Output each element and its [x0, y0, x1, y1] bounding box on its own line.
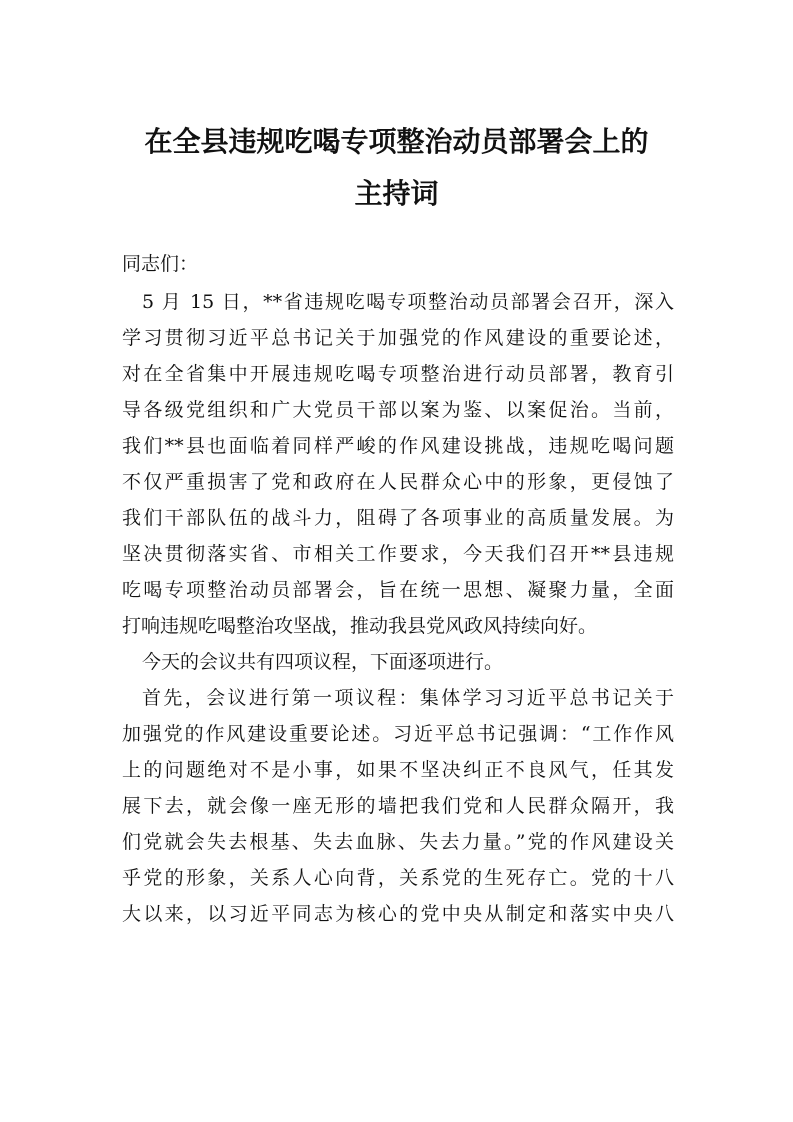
paragraph-3-line-6: 乎党的形象，关系人心向背，关系党的生死存亡。党的十八 — [122, 867, 674, 889]
paragraph-3-line-1: 首先，会议进行第一项议程：集体学习习近平总书记关于 — [142, 687, 674, 709]
paragraph-3-line-5: 们党就会失去根基、失去血脉、失去力量。”党的作风建设关 — [122, 831, 674, 853]
paragraph-3-line-2: 加强党的作风建设重要论述。习近平总书记强调：“工作作风 — [122, 723, 674, 745]
paragraph-2-line-1: 今天的会议共有四项议程，下面逐项进行。 — [142, 651, 504, 673]
paragraph-1-line-1: 5 月 15 日，**省违规吃喝专项整治动员部署会召开，深入 — [142, 291, 674, 313]
paragraph-3-line-7: 大以来，以习近平同志为核心的党中央从制定和落实中央八 — [122, 903, 674, 925]
paragraph-1-line-8: 坚决贯彻落实省、市相关工作要求，今天我们召开**县违规 — [122, 543, 674, 565]
paragraph-1-line-2: 学习贯彻习近平总书记关于加强党的作风建设的重要论述， — [122, 327, 674, 349]
paragraph-1-line-10: 打响违规吃喝整治攻坚战，推动我县党风政风持续向好。 — [122, 615, 598, 637]
paragraph-1-line-4: 导各级党组织和广大党员干部以案为鉴、以案促治。当前， — [122, 399, 674, 421]
paragraph-1-line-7: 我们干部队伍的战斗力，阻碍了各项事业的高质量发展。为 — [122, 507, 674, 529]
document-title-line-2: 主持词 — [354, 177, 439, 210]
paragraph-1-line-9: 吃喝专项整治动员部署会，旨在统一思想、凝聚力量，全面 — [122, 579, 674, 601]
paragraph-1-line-3: 对在全省集中开展违规吃喝专项整治进行动员部署，教育引 — [122, 363, 674, 385]
paragraph-1-line-6: 不仅严重损害了党和政府在人民群众心中的形象，更侵蚀了 — [122, 471, 674, 493]
paragraph-3-line-3: 上的问题绝对不是小事，如果不坚决纠正不良风气，任其发 — [122, 759, 674, 781]
document-title-line-1: 在全县违规吃喝专项整治动员部署会上的 — [144, 125, 649, 158]
paragraph-1-line-5: 我们**县也面临着同样严峻的作风建设挑战，违规吃喝问题 — [122, 435, 674, 457]
paragraph-3-line-4: 展下去，就会像一座无形的墙把我们党和人民群众隔开，我 — [122, 795, 674, 817]
salutation: 同志们： — [122, 253, 199, 275]
